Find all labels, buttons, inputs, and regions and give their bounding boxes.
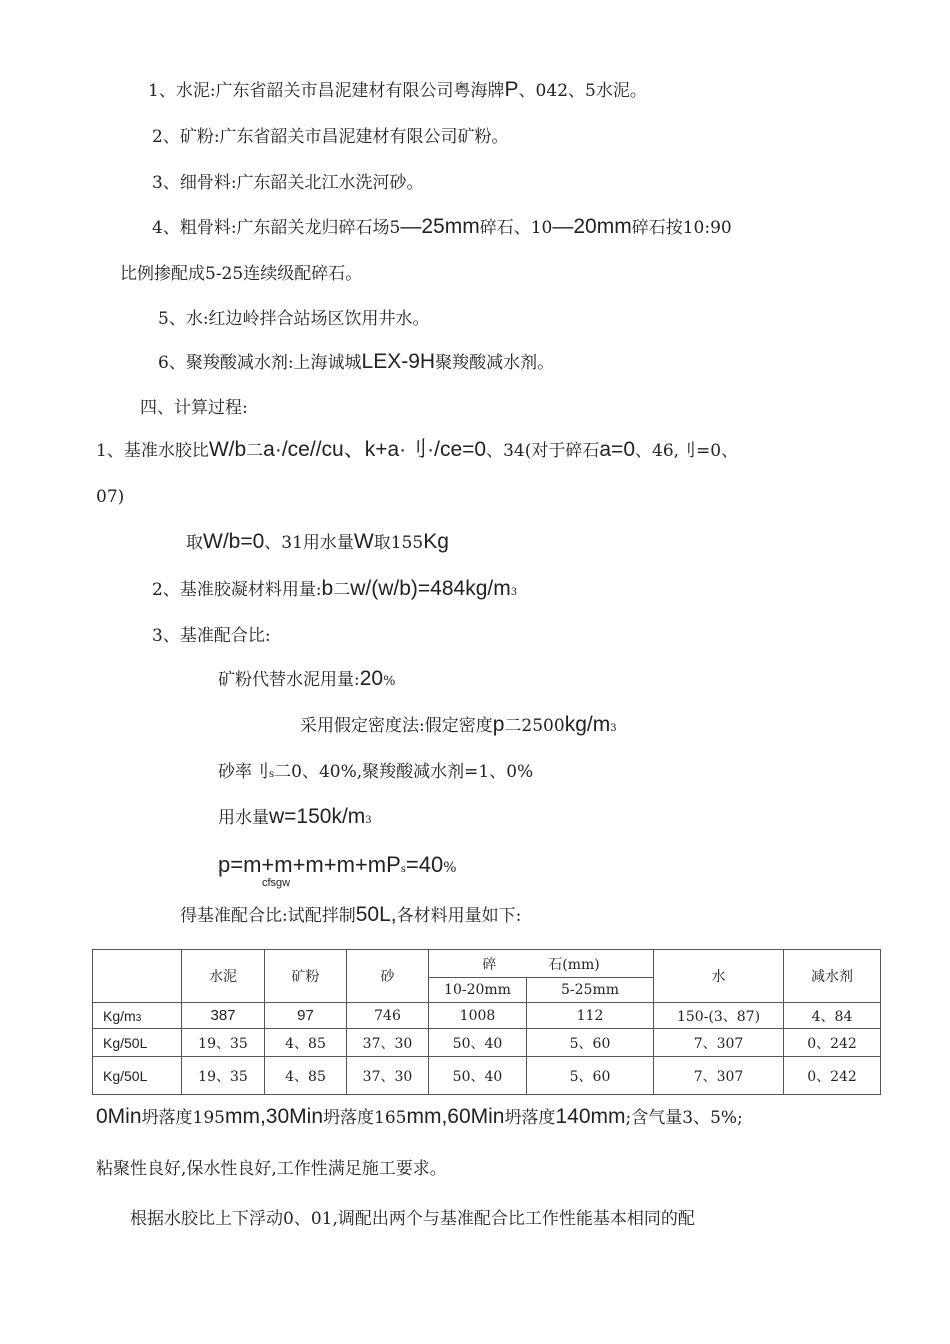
text: a·/ce//cu、k+a· bbox=[263, 438, 407, 461]
text: 、34(对于碎石 bbox=[486, 441, 600, 461]
text: W/b=0 bbox=[203, 530, 265, 553]
text: kg/m bbox=[564, 713, 611, 736]
text: —20mm bbox=[552, 215, 632, 238]
cell: 50、40 bbox=[429, 1057, 527, 1095]
material-water: 5、水:红边岭拌合站场区饮用井水。 bbox=[158, 309, 430, 329]
text: 、46,刂=0、 bbox=[635, 441, 739, 461]
cell: 4、85 bbox=[265, 1029, 347, 1057]
text: 取 bbox=[186, 533, 203, 553]
sand-ratio-line bbox=[218, 760, 533, 787]
text: 二 bbox=[333, 580, 351, 600]
material-fine-aggregate: 3、细骨料:广东韶关北江水洗河砂。 bbox=[152, 173, 424, 193]
water-binder-ratio-line bbox=[96, 438, 738, 463]
header-sand: 砂 bbox=[347, 950, 429, 1003]
cell: 37、30 bbox=[347, 1057, 429, 1095]
text: 采用假定密度法:假定密度 bbox=[300, 716, 493, 736]
row-label: Kg/50L bbox=[93, 1029, 182, 1057]
text: % bbox=[443, 860, 457, 876]
text: s bbox=[269, 769, 275, 780]
density-line bbox=[300, 713, 617, 741]
text: W bbox=[353, 530, 374, 553]
text: 3 bbox=[135, 1012, 142, 1024]
text: =40 bbox=[405, 852, 444, 877]
cell: 746 bbox=[347, 1003, 429, 1029]
text: 1、基准水胶比 bbox=[96, 441, 209, 461]
text: 矿粉代替水泥用量: bbox=[218, 670, 360, 690]
cell: 4、85 bbox=[265, 1057, 347, 1095]
take-ratio-line bbox=[186, 530, 449, 555]
text: Kg bbox=[423, 530, 449, 553]
text: 坍落度 bbox=[504, 1108, 556, 1128]
cell: 19、35 bbox=[182, 1029, 265, 1057]
text: 碎石按10:90 bbox=[631, 218, 732, 238]
text: p=m+m+m+m+mP bbox=[218, 852, 401, 877]
text: % bbox=[383, 674, 396, 689]
text: w/(w/b)=484kg/m bbox=[350, 577, 511, 600]
cell: 1008 bbox=[429, 1003, 527, 1029]
text: p bbox=[492, 713, 505, 736]
header-cement: 水泥 bbox=[182, 950, 265, 1003]
text: 坍落度195 bbox=[141, 1108, 225, 1128]
text: 3 bbox=[610, 723, 617, 734]
final-paragraph: 根据水胶比上下浮动0、01,调配出两个与基准配合比工作性能基本相同的配 bbox=[130, 1209, 695, 1229]
material-admixture bbox=[158, 350, 554, 375]
text: 砂率刂 bbox=[218, 762, 269, 782]
mass-formula-line bbox=[218, 853, 457, 882]
text: 各材料用量如下: bbox=[396, 906, 522, 926]
text: w=150k/m bbox=[269, 805, 366, 828]
water-binder-ratio-cont: 07) bbox=[96, 487, 125, 507]
text: 取155 bbox=[373, 533, 424, 553]
cell: 50、40 bbox=[429, 1029, 527, 1057]
cell: 0、242 bbox=[784, 1029, 881, 1057]
cell: 150-(3、87) bbox=[654, 1003, 784, 1029]
text: 1、水泥:广东省韶关市昌泥建材有限公司粤海牌 bbox=[148, 81, 505, 101]
row-label: Kg/50L bbox=[93, 1057, 182, 1095]
text: 坍落度165 bbox=[323, 1108, 407, 1128]
workability-line: 粘聚性良好,保水性良好,工作性满足施工要求。 bbox=[96, 1159, 447, 1179]
header-gravel-5-25: 5-25mm bbox=[527, 978, 654, 1003]
cell: 37、30 bbox=[347, 1029, 429, 1057]
base-mix-heading: 3、基准配合比: bbox=[152, 626, 271, 646]
text: 碎石、10 bbox=[479, 218, 553, 238]
row-label bbox=[93, 1003, 182, 1029]
text: 得基准配合比:试配拌制 bbox=[180, 906, 356, 926]
text: 二 bbox=[246, 441, 264, 461]
text: mm,30Min bbox=[224, 1105, 324, 1128]
header-gravel bbox=[429, 950, 654, 978]
table-row bbox=[93, 1029, 881, 1057]
cell: 112 bbox=[527, 1003, 654, 1029]
text: 0Min bbox=[96, 1105, 142, 1128]
text: 二0、40%,聚羧酸减水剂=1、0% bbox=[274, 762, 534, 782]
cell: 5、60 bbox=[527, 1029, 654, 1057]
binder-amount-line bbox=[152, 577, 517, 605]
text: 碎 bbox=[482, 956, 497, 973]
text: mm,60Min bbox=[406, 1105, 505, 1128]
water-amount-line bbox=[218, 805, 372, 833]
cell: 0、242 bbox=[784, 1057, 881, 1095]
header-slag: 矿粉 bbox=[265, 950, 347, 1003]
text: 50L, bbox=[355, 903, 397, 926]
text: 、31用水量 bbox=[264, 533, 354, 553]
slag-replacement-line bbox=[218, 667, 395, 694]
material-coarse-aggregate-cont: 比例掺配成5-25连续级配碎石。 bbox=[120, 264, 363, 284]
table-row bbox=[93, 1003, 881, 1029]
text: 3 bbox=[510, 587, 518, 598]
mix-proportion-table bbox=[92, 949, 881, 1095]
text: 2、基准胶凝材料用量: bbox=[152, 580, 322, 600]
material-slag: 2、矿粉:广东省韶关市昌泥建材有限公司矿粉。 bbox=[152, 127, 509, 147]
cell: 5、60 bbox=[527, 1057, 654, 1095]
header-water: 水 bbox=[654, 950, 784, 1003]
table-row bbox=[93, 1057, 881, 1095]
text: 二2500 bbox=[504, 716, 565, 736]
header-empty bbox=[93, 950, 182, 1003]
text: 140mm bbox=[555, 1105, 626, 1128]
text: 聚羧酸减水剂。 bbox=[435, 353, 555, 373]
text: W/b bbox=[208, 438, 247, 461]
text: 4、粗骨料:广东韶关龙归碎石场5 bbox=[152, 218, 401, 238]
text: 3 bbox=[365, 815, 372, 826]
cell: 19、35 bbox=[182, 1057, 265, 1095]
text: Kg/m bbox=[103, 1007, 136, 1024]
cell: 387 bbox=[182, 1003, 265, 1029]
header-gravel-10-20: 10-20mm bbox=[429, 978, 527, 1003]
text: ;含气量3、5%; bbox=[625, 1108, 743, 1128]
text: LEX-9H bbox=[361, 350, 436, 373]
text: b bbox=[321, 577, 334, 600]
text: 、042、5水泥。 bbox=[518, 81, 647, 101]
slump-line bbox=[96, 1105, 743, 1130]
text: 20 bbox=[359, 667, 384, 690]
text: 用水量 bbox=[218, 808, 269, 828]
text: s bbox=[400, 864, 406, 875]
section-heading: 四、计算过程: bbox=[140, 398, 248, 418]
text: 石(mm) bbox=[548, 956, 600, 973]
text: 6、聚羧酸减水剂:上海诚城 bbox=[158, 353, 362, 373]
cell: 4、84 bbox=[784, 1003, 881, 1029]
text: —25mm bbox=[400, 215, 480, 238]
cell: 7、307 bbox=[654, 1029, 784, 1057]
material-coarse-aggregate bbox=[152, 215, 732, 240]
header-admixture: 减水剂 bbox=[784, 950, 881, 1003]
material-cement bbox=[148, 78, 647, 103]
text: 刂·/ce=0 bbox=[406, 438, 487, 461]
formula-subscripts: cfsgw bbox=[262, 877, 291, 889]
cell: 97 bbox=[265, 1003, 347, 1029]
trial-mix-line bbox=[180, 903, 521, 928]
text: a=0 bbox=[599, 438, 635, 461]
text: P bbox=[504, 78, 519, 101]
cell: 7、307 bbox=[654, 1057, 784, 1095]
